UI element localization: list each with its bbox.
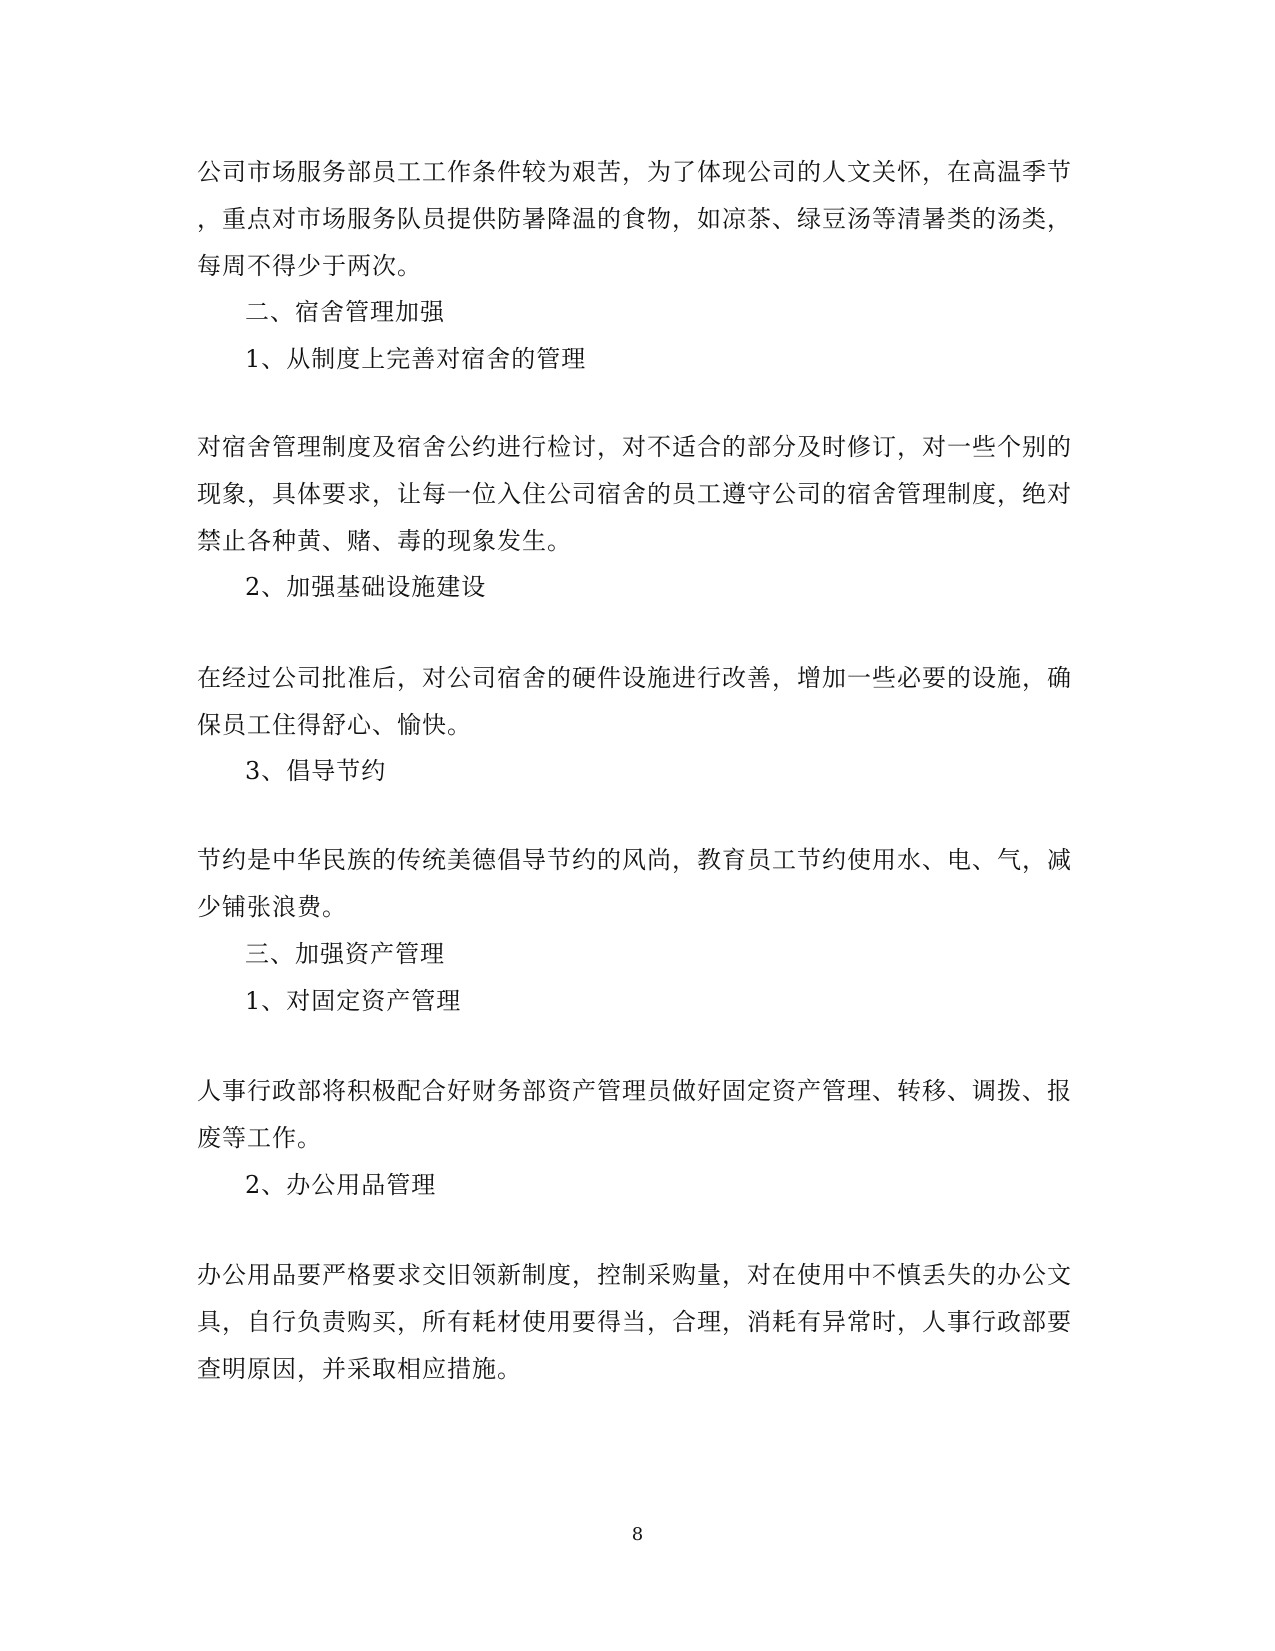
paragraph-line: 现象，具体要求，让每一位入住公司宿舍的员工遵守公司的宿舍管理制度，绝对 — [197, 480, 1072, 508]
section-heading-dormitory: 二、宿舍管理加强 — [245, 298, 445, 326]
paragraph-line: 查明原因，并采取相应措施。 — [197, 1355, 522, 1383]
subheading-office-supplies: 2、办公用品管理 — [245, 1171, 437, 1199]
paragraph-line: 在经过公司批准后，对公司宿舍的硬件设施进行改善，增加一些必要的设施，确 — [197, 664, 1072, 692]
section-heading-assets: 三、加强资产管理 — [245, 940, 445, 968]
paragraph-line: 废等工作。 — [197, 1124, 322, 1152]
paragraph-line: 保员工住得舒心、愉快。 — [197, 711, 472, 739]
paragraph-line: 对宿舍管理制度及宿舍公约进行检讨，对不适合的部分及时修订，对一些个别的 — [197, 433, 1072, 461]
subheading-thrift: 3、倡导节约 — [245, 757, 387, 785]
page-number: 8 — [631, 1524, 644, 1545]
paragraph-line: 公司市场服务部员工工作条件较为艰苦，为了体现公司的人文关怀，在高温季节 — [197, 158, 1072, 186]
paragraph-line: 办公用品要严格要求交旧领新制度，控制采购量，对在使用中不慎丢失的办公文 — [197, 1261, 1072, 1289]
paragraph-line: 人事行政部将积极配合好财务部资产管理员做好固定资产管理、转移、调拨、报 — [197, 1077, 1072, 1105]
paragraph-line: 具，自行负责购买，所有耗材使用要得当，合理，消耗有异常时，人事行政部要 — [197, 1308, 1072, 1336]
subheading-dorm-rules: 1、从制度上完善对宿舍的管理 — [245, 345, 587, 373]
subheading-infrastructure: 2、加强基础设施建设 — [245, 573, 487, 601]
paragraph-line: ，重点对市场服务队员提供防暑降温的食物，如凉茶、绿豆汤等清暑类的汤类， — [197, 205, 1072, 233]
subheading-fixed-assets: 1、对固定资产管理 — [245, 987, 462, 1015]
paragraph-line: 禁止各种黄、赌、毒的现象发生。 — [197, 527, 572, 555]
paragraph-line: 每周不得少于两次。 — [197, 252, 422, 280]
paragraph-line: 节约是中华民族的传统美德倡导节约的风尚，教育员工节约使用水、电、气，减 — [197, 846, 1072, 874]
paragraph-line: 少铺张浪费。 — [197, 893, 347, 921]
